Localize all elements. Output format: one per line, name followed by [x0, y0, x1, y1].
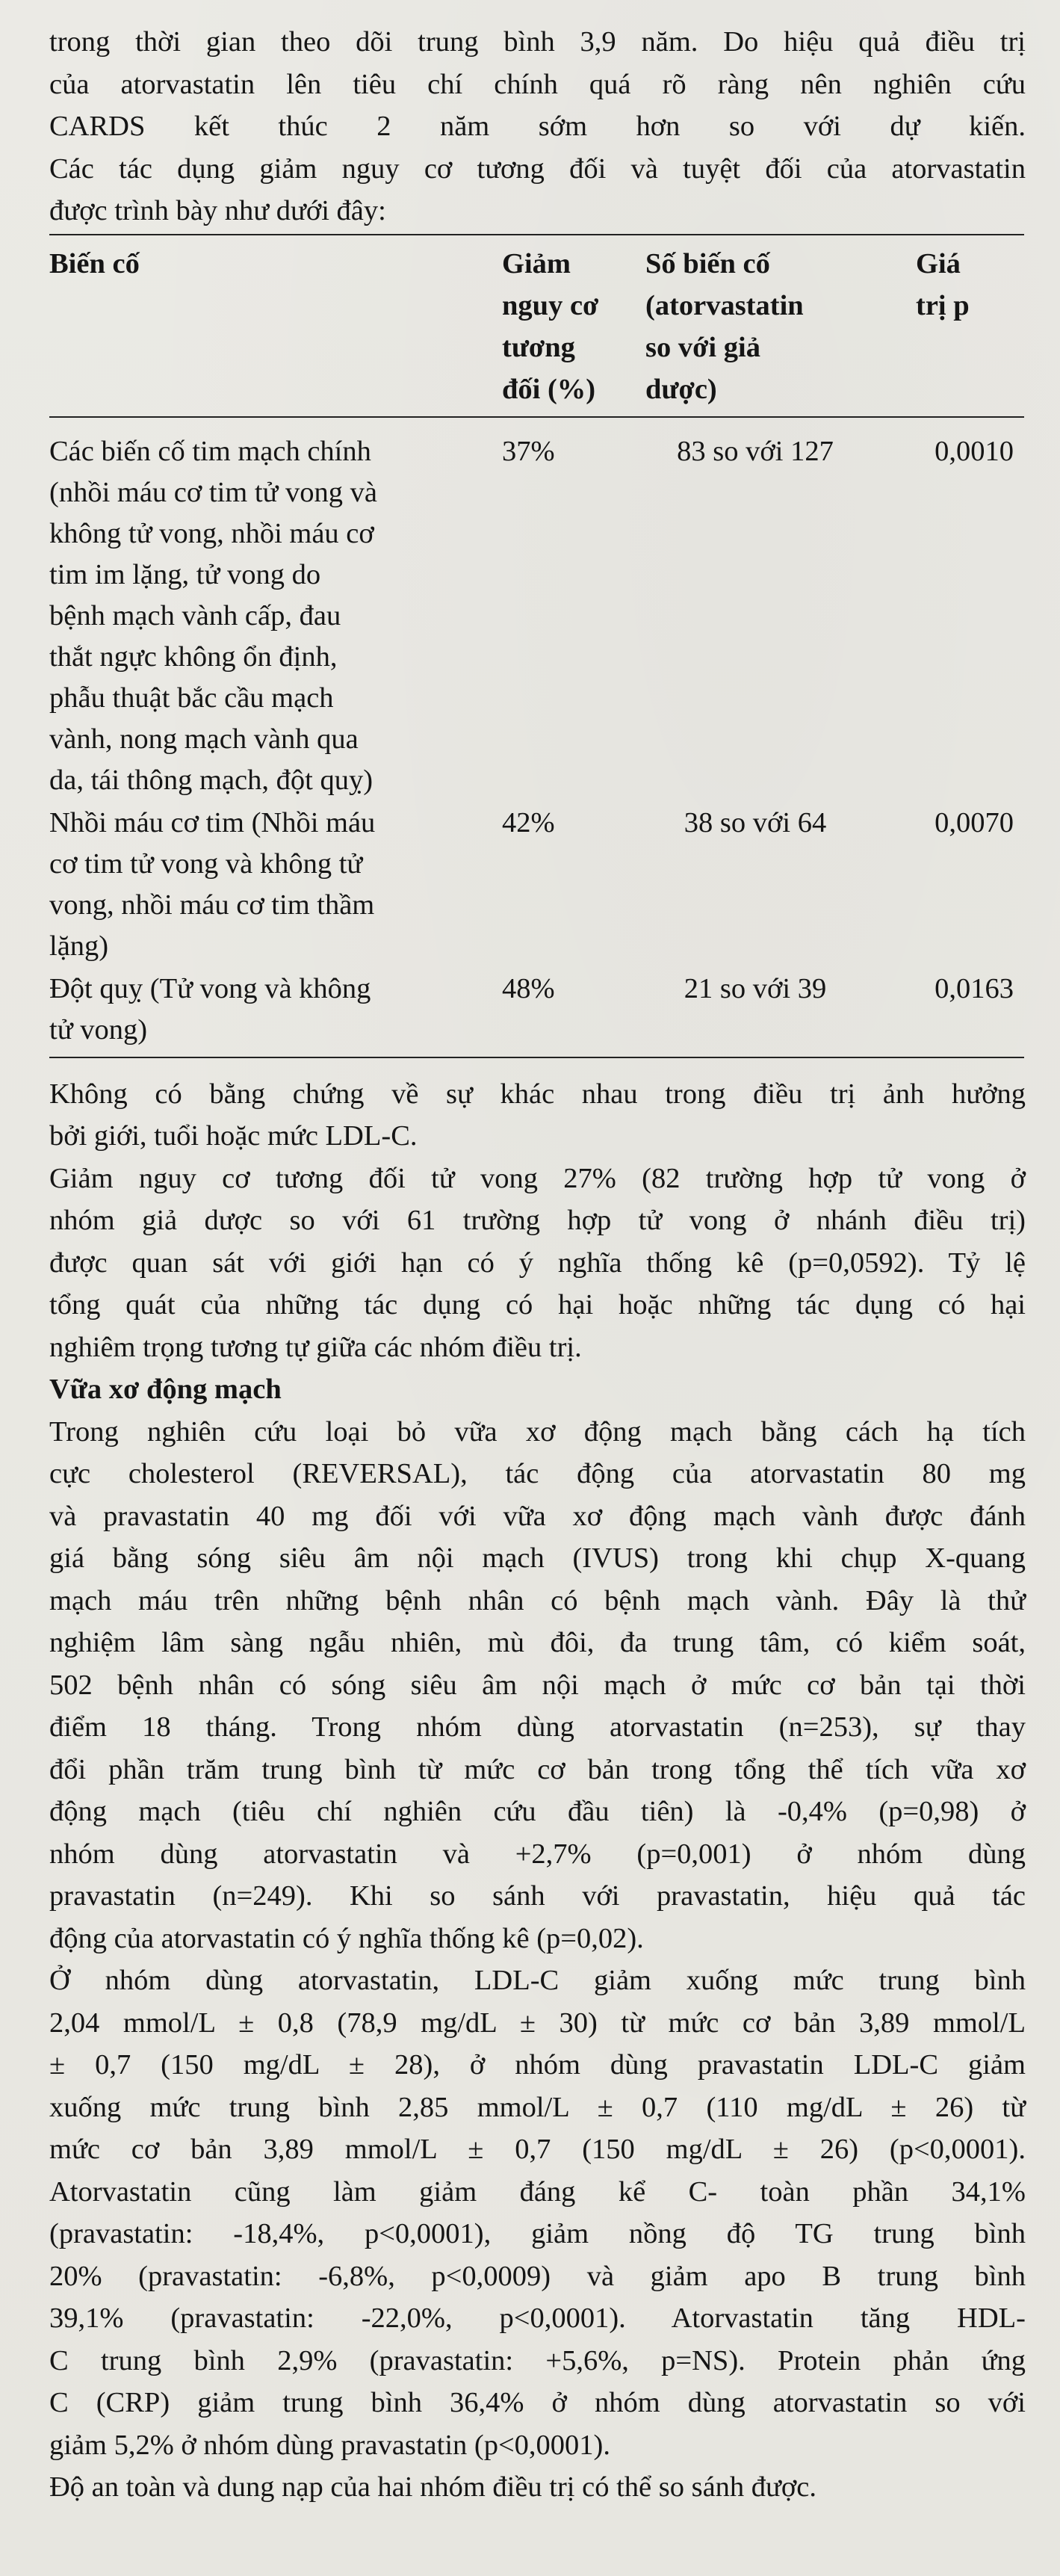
- text-line: (pravastatin: -18,4%, p<0,0001), giảm nồng độ TG trung bình: [49, 2218, 1026, 2249]
- header-line: dược): [645, 373, 717, 405]
- text-line: nghiệm lâm sàng ngẫu nhiên, mù đôi, đa trung tâm, có kiểm soát,: [49, 1627, 1026, 1658]
- header-line: đối (%): [502, 373, 596, 405]
- text-line: được trình bày như dưới đây:: [49, 195, 386, 226]
- text-line: C (CRP) giảm trung bình 36,4% ở nhóm dùng atorvastatin so với: [49, 2387, 1026, 2418]
- text-line: Ở nhóm dùng atorvastatin, LDL-C giảm xuống mức trung bình: [49, 1965, 1026, 1996]
- text-line: Không có bằng chứng về sự khác nhau trong điều trị ảnh hưởng: [49, 1078, 1026, 1110]
- paragraph-mortality: [49, 1158, 1026, 1369]
- header-line: nguy cơ: [502, 289, 599, 321]
- event-line: phẫu thuật bắc cầu mạch: [49, 682, 334, 714]
- paragraph-no-difference: [49, 1073, 1026, 1158]
- event-line: (nhồi máu cơ tim tử vong và: [49, 476, 377, 508]
- text-line: CARDS kết thúc 2 năm sớm hơn so với dự kiến.: [49, 111, 1026, 142]
- table-row: [49, 803, 1024, 967]
- text-line: nghiêm trọng tương tự giữa các nhóm điều trị.: [49, 1331, 582, 1363]
- text-line: bởi giới, tuổi hoặc mức LDL-C.: [49, 1120, 418, 1152]
- table-body: [49, 418, 1024, 1057]
- header-line: Giảm: [502, 247, 571, 279]
- header-line: Số biến cố: [645, 247, 770, 279]
- text-line: cực cholesterol (REVERSAL), tác động của atorvastatin 80 mg: [49, 1458, 1026, 1489]
- text-line: và pravastatin 40 mg đối với vữa xơ động mạch vành được đánh: [49, 1500, 1026, 1532]
- text-line: nhóm giả dược so với 61 trường hợp tử vong ở nhánh điều trị): [49, 1205, 1026, 1236]
- header-line: (atorvastatin: [645, 289, 804, 321]
- text-line: động của atorvastatin có ý nghĩa thống kê (p=0,02).: [49, 1922, 644, 1954]
- text-line: điểm 18 tháng. Trong nhóm dùng atorvastatin (n=253), sự thay: [49, 1711, 1026, 1743]
- text-line: pravastatin (n=249). Khi so sánh với pravastatin, hiệu quả tác: [49, 1880, 1026, 1912]
- text-line: động mạch (tiêu chí nghiên cứu đầu tiên) là -0,4% (p=0,98) ở: [49, 1796, 1026, 1827]
- header-p-value: [871, 243, 1024, 410]
- text-line: mức cơ bản 3,89 mmol/L ± 0,7 (150 mg/dL ± 26) (p<0,0001).: [49, 2134, 1026, 2165]
- cell-p-value: 0,0010: [935, 435, 1014, 467]
- text-line: tổng quát của những tác dụng có hại hoặc những tác dụng có hại: [49, 1289, 1026, 1321]
- text-line: xuống mức trung bình 2,85 mmol/L ± 0,7 (110 mg/dL ± 26) từ: [49, 2091, 1026, 2123]
- paragraph-reversal-study: [49, 1411, 1026, 1960]
- cell-risk-reduction: 42%: [502, 806, 555, 838]
- text-line: mạch máu trên những bệnh nhân có bệnh mạch vành. Đây là thử: [49, 1584, 1026, 1616]
- cell-event-count: 21 so với 39: [684, 972, 827, 1004]
- text-line: Atorvastatin cũng làm giảm đáng kể C- toàn phần 34,1%: [49, 2175, 1026, 2208]
- table-row: [49, 431, 1024, 801]
- text-line: 39,1% (pravastatin: -22,0%, p<0,0001). Atorvastatin tăng HDL-: [49, 2302, 1026, 2334]
- text-line: của atorvastatin lên tiêu chí chính quá rõ ràng nên nghiên cứu: [49, 68, 1026, 100]
- event-line: tim im lặng, tử vong do: [49, 558, 321, 590]
- header-event: [49, 243, 498, 410]
- paragraph-safety: [49, 2466, 1026, 2509]
- header-line: tương: [502, 331, 575, 363]
- event-line: vành, nong mạch vành qua: [49, 723, 359, 755]
- text-line: nhóm dùng atorvastatin và +2,7% (p=0,001) ở nhóm dùng: [49, 1838, 1026, 1870]
- text-line: 502 bệnh nhân có sóng siêu âm nội mạch ở mức cơ bản tại thời: [49, 1669, 1026, 1701]
- text-line: giảm 5,2% ở nhóm dùng pravastatin (p<0,0001).: [49, 2429, 610, 2461]
- event-line: Nhồi máu cơ tim (Nhồi máu: [49, 806, 376, 838]
- event-line: vong, nhồi máu cơ tim thầm: [49, 889, 375, 921]
- event-line: tử vong): [49, 1013, 148, 1045]
- cell-risk-reduction: 37%: [502, 435, 555, 467]
- event-line: không tử vong, nhồi máu cơ: [49, 517, 374, 549]
- event-line: Các biến cố tim mạch chính: [49, 435, 371, 467]
- event-line: lặng): [49, 930, 109, 962]
- event-line: cơ tim tử vong và không tử: [49, 847, 363, 880]
- risk-reduction-table: [49, 234, 1024, 1058]
- body-text: [49, 1073, 1026, 2509]
- text-line: được quan sát với giới hạn có ý nghĩa thống kê (p=0,0592). Tỷ lệ: [49, 1247, 1026, 1279]
- intro-paragraph: [49, 21, 1026, 232]
- cell-event: [49, 431, 498, 801]
- cell-p-value: 0,0070: [935, 806, 1014, 838]
- text-line: C trung bình 2,9% (pravastatin: +5,6%, p=NS). Protein phản ứng: [49, 2344, 1026, 2376]
- header-relative-risk-reduction: [498, 243, 639, 410]
- text-line: Độ an toàn và dung nạp của hai nhóm điều trị có thể so sánh được.: [49, 2471, 816, 2503]
- event-line: Đột quỵ (Tử vong và không: [49, 972, 371, 1004]
- text-line: trong thời gian theo dõi trung bình 3,9 năm. Do hiệu quả điều trị: [49, 26, 1026, 58]
- paragraph-ldl-results: [49, 1959, 1026, 2466]
- cell-event-count: 83 so với 127: [677, 435, 834, 467]
- cell-event: [49, 969, 498, 1051]
- text-line: Trong nghiên cứu loại bỏ vữa xơ động mạch bằng cách hạ tích: [49, 1415, 1026, 1448]
- text-line: đổi phần trăm trung bình từ mức cơ bản trong tổng thể tích vữa xơ: [49, 1753, 1026, 1785]
- cell-event: [49, 803, 498, 967]
- text-line: 20% (pravastatin: -6,8%, p<0,0009) và giảm apo B trung bình: [49, 2260, 1026, 2292]
- cell-p-value: 0,0163: [935, 972, 1014, 1004]
- header-line: Biến cố: [49, 247, 140, 279]
- header-line: so với giả: [645, 331, 760, 363]
- table-header-row: [49, 235, 1024, 418]
- header-line: trị p: [916, 289, 970, 321]
- section-heading-atherosclerosis: Vữa xơ động mạch: [49, 1374, 282, 1405]
- event-line: bệnh mạch vành cấp, đau: [49, 599, 341, 631]
- text-line: giá bằng sóng siêu âm nội mạch (IVUS) trong khi chụp X-quang: [49, 1542, 1026, 1574]
- text-line: Các tác dụng giảm nguy cơ tương đối và tuyệt đối của atorvastatin: [49, 152, 1026, 185]
- table-row: [49, 969, 1024, 1051]
- cell-event-count: 38 so với 64: [684, 806, 827, 838]
- event-line: thắt ngực không ổn định,: [49, 640, 338, 673]
- text-line: Giảm nguy cơ tương đối tử vong 27% (82 trường hợp tử vong ở: [49, 1162, 1026, 1194]
- text-line: 2,04 mmol/L ± 0,8 (78,9 mg/dL ± 30) từ mức cơ bản 3,89 mmol/L: [49, 2007, 1026, 2039]
- cell-risk-reduction: 48%: [502, 972, 555, 1004]
- header-line: Giá: [916, 247, 961, 279]
- header-event-count: [639, 243, 871, 410]
- text-line: ± 0,7 (150 mg/dL ± 28), ở nhóm dùng pravastatin LDL-C giảm: [49, 2049, 1026, 2081]
- event-line: da, tái thông mạch, đột quỵ): [49, 764, 374, 796]
